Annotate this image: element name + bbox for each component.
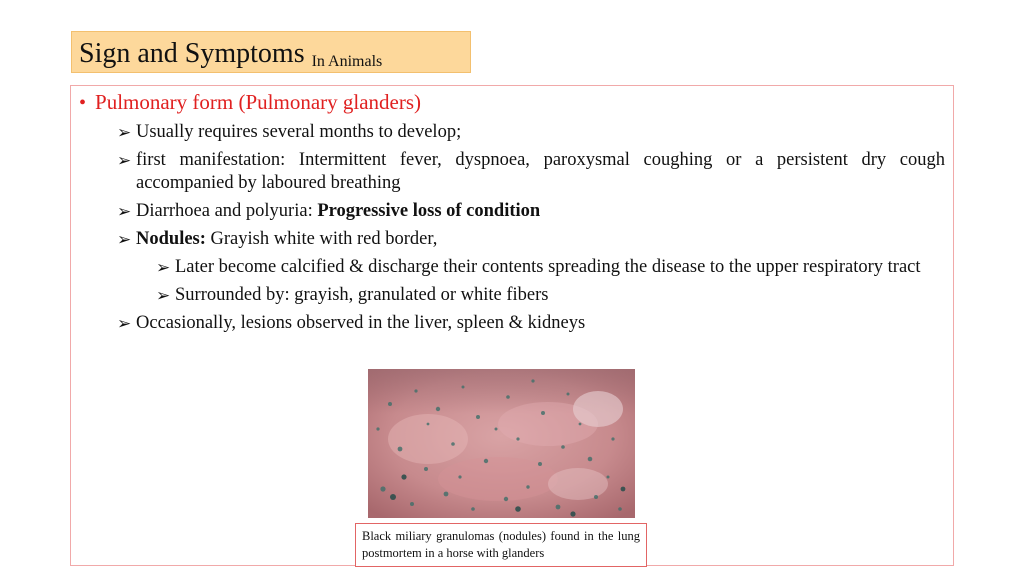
arrow-bullet-icon: ➢	[156, 258, 171, 277]
item-text: first manifestation: Intermittent fever, dyspnoea, paroxysmal coughing or a persistent dry cough accompanied by laboured breathing	[136, 150, 945, 193]
lung-photo	[368, 369, 635, 518]
item-text: Grayish white with red border,	[205, 229, 438, 249]
arrow-bullet-icon: ➢	[117, 123, 132, 142]
arrow-bullet-icon: ➢	[117, 151, 132, 170]
list-item	[156, 284, 945, 307]
title-box	[71, 31, 471, 73]
item-text: Diarrhoea and polyuria:	[136, 201, 318, 221]
item-text: Later become calcified & discharge their contents spreading the disease to the upper respiratory tract	[175, 257, 921, 277]
image-caption: Black miliary granulomas (nodules) found in the lung postmortem in a horse with glanders	[355, 523, 647, 567]
slide-title: Sign and Symptoms	[79, 38, 305, 69]
item-bold-text: Progressive loss of condition	[317, 201, 541, 221]
arrow-bullet-icon: ➢	[117, 314, 132, 333]
list-item	[117, 200, 945, 223]
item-text: Occasionally, lesions observed in the liver, spleen & kidneys	[136, 313, 586, 333]
arrow-bullet-icon: ➢	[117, 230, 132, 249]
slide-subtitle: In Animals	[311, 53, 383, 70]
item-text: Surrounded by: grayish, granulated or white fibers	[175, 285, 549, 305]
main-bullet-text: Pulmonary form (Pulmonary glanders)	[95, 90, 422, 114]
list-item	[117, 149, 945, 195]
main-bullet	[79, 90, 421, 115]
arrow-bullet-icon: ➢	[117, 202, 132, 221]
bullet-dot-icon: •	[79, 92, 87, 114]
list-item	[156, 256, 945, 279]
list-item	[117, 312, 945, 335]
arrow-bullet-icon: ➢	[156, 286, 171, 305]
list-item	[117, 228, 945, 251]
item-bold-text: Nodules:	[136, 229, 206, 249]
sub-bullet-list	[117, 121, 945, 340]
list-item	[117, 121, 945, 144]
item-text: Usually requires several months to develop;	[136, 122, 462, 142]
content-box	[70, 85, 954, 566]
